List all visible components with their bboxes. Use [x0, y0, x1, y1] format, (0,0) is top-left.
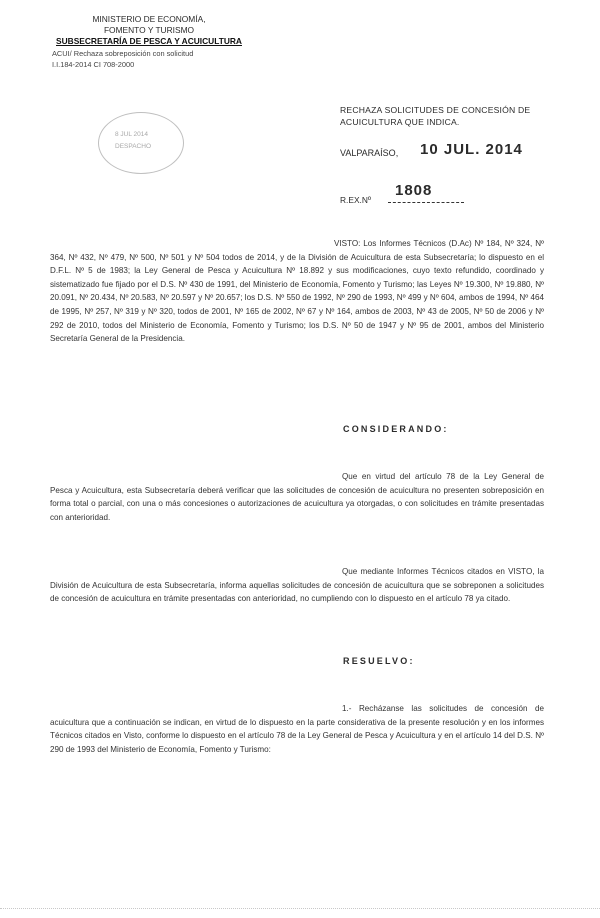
visto-paragraph: VISTO: Los Informes Técnicos (D.Ac) Nº 184, Nº 324, Nº 364, Nº 432, Nº 479, Nº 500, Nº 501 y Nº 504 todos de 2014, y de la División de Acuicultura de esta Subsecretaría; lo dispuesto en el D.F.L. Nº 5 de 1983; la Ley General de Pesca y Acuicultura Nº 18.892 y sus modificaciones, cuyo texto refundido, coordinado y sistematizado fue fijado por el D.S. Nº 430 de 1991, del Ministerio de Economía, Fomento y Turismo; las Leyes Nº 19.300, Nº 19.880, Nº 20.091, Nº 20.434, Nº 20.583, Nº 20.597 y Nº 20.657; los D.S. Nº 550 de 1992, Nº 290 de 1993, Nº 499 y Nº 604, ambos de 1994, Nº 464 de 1995, Nº 257, Nº 319 y Nº 320, todos de 2001, Nº 165 de 2002, Nº 67 y Nº 164, ambos de 2003, Nº 43 de 2005, Nº 50 de 2006 y Nº 292 de 2010, todos del Ministerio de Economía, Fomento y Turismo; los D.S. Nº 50 de 1947 y Nº 95 de 2001, ambos del Ministerio Secretaría General de la Presidencia. — [50, 239, 544, 344]
considerando-heading: CONSIDERANDO: — [343, 424, 449, 434]
resuelvo-heading: RESUELVO: — [343, 656, 415, 666]
considerando-paragraph-1: Que en virtud del artículo 78 de la Ley General de Pesca y Acuicultura, esta Subsecretaría deberá verificar que las solicitudes de concesión de acuicultura no presenten sobreposición en forma total o parcial, con una o más concesiones o autorizaciones de acuicultura ya otorgadas, o con solicitudes en trámite presentadas con anterioridad. — [50, 472, 544, 522]
ministry-line-1: MINISTERIO DE ECONOMÍA, — [92, 14, 206, 24]
subsecretaria-name: SUBSECRETARÍA DE PESCA Y ACUICULTURA — [56, 36, 242, 47]
page-bottom-edge — [0, 908, 600, 909]
reference-line-2: I.I.184-2014 CI 708-2000 — [52, 59, 135, 69]
received-stamp — [98, 112, 184, 174]
ministry-line-2: FOMENTO Y TURISMO — [103, 25, 195, 36]
considerando-paragraph-2: Que mediante Informes Técnicos citados en VISTO, la División de Acuicultura de esta Subsecretaría, informa aquellas solicitudes de concesión de acuicultura que se sobreponen a solicitudes de concesión de acuicultura en trámite presentadas con anterioridad, no cumpliendo con lo dispuesto en el artículo 78 ya citado. — [50, 567, 544, 604]
resolution-place: VALPARAÍSO, — [340, 148, 399, 158]
stamp-text: DESPACHO — [115, 143, 151, 150]
resolution-date: 10 JUL. 2014 — [420, 141, 523, 158]
letterhead — [44, 14, 254, 70]
rex-number: 1808 — [395, 182, 433, 199]
rex-underline — [388, 202, 464, 203]
reference-line-1: ACUI/ Rechaza sobreposición con solicitud — [52, 48, 194, 58]
stamp-date: 8 JUL 2014 — [115, 131, 149, 138]
rex-label: R.EX.Nº — [340, 195, 371, 205]
resolution-title: RECHAZA SOLICITUDES DE CONCESIÓN DE ACUICULTURA QUE INDICA. — [340, 105, 531, 127]
resuelvo-paragraph-1: 1.- Recházanse las solicitudes de concesión de acuicultura que a continuación se indican, en virtud de lo dispuesto en la parte considerativa de la presente resolución y en los informes Técnicos citados en Visto, conforme lo dispuesto en el artículo 78 de la Ley General de Pesca y Acuicultura y en el artículo 14 del D.S. Nº 290 de 1993 del Ministerio de Economía, Fomento y Turismo: — [50, 704, 544, 754]
